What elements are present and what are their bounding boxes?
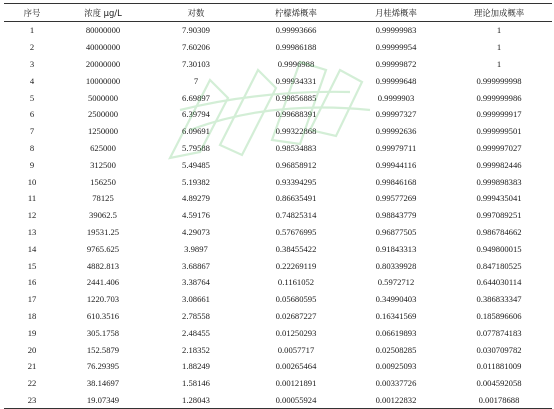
cell-index: 11 <box>27 193 37 204</box>
table-body <box>4 22 552 409</box>
cell-index: 14 <box>27 243 37 254</box>
cell-myrcene-probability: 0.5972712 <box>377 277 415 288</box>
cell-myrcene-probability: 0.9999903 <box>377 92 415 103</box>
cell-log: 4.59176 <box>182 210 210 221</box>
cell-index: 17 <box>27 294 37 305</box>
cell-limonene-probability: 0.0057717 <box>277 344 315 355</box>
cell-theoretical-probability: 0.999999986 <box>476 92 522 103</box>
table-row <box>4 308 552 325</box>
table-row <box>4 190 552 207</box>
cell-concentration: 19531.25 <box>86 226 120 237</box>
cell-concentration: 2500000 <box>87 109 119 120</box>
cell-myrcene-probability: 0.00122832 <box>346 392 446 409</box>
cell-theoretical-probability: 0.999435041 <box>476 193 522 204</box>
table-row <box>4 224 552 241</box>
cell-theoretical-probability: 1 <box>496 25 502 36</box>
cell-index: 8 <box>29 142 35 153</box>
cell-log: 4.89279 <box>182 193 210 204</box>
cell-limonene-probability: 0.99688391 <box>275 109 317 120</box>
cell-log: 3.38764 <box>182 277 210 288</box>
cell-myrcene-probability: 0.99997327 <box>375 109 417 120</box>
cell-index: 4 <box>29 75 35 86</box>
cell-limonene-probability: 0.00121891 <box>275 378 317 389</box>
cell-myrcene-probability: 0.99999872 <box>375 58 417 69</box>
cell-limonene-probability: 0.86635491 <box>275 193 317 204</box>
cell-concentration: 9765.625 <box>86 243 120 254</box>
cell-concentration: 19.07349 <box>60 392 146 409</box>
cell-index: 20 <box>27 344 37 355</box>
table-row <box>4 72 552 89</box>
cell-myrcene-probability: 0.99999648 <box>375 75 417 86</box>
table-row <box>4 173 552 190</box>
cell-theoretical-probability: 0.004592058 <box>476 378 522 389</box>
cell-theoretical-probability: 0.986784662 <box>476 226 522 237</box>
table-row <box>4 324 552 341</box>
cell-myrcene-probability: 0.99944116 <box>375 159 417 170</box>
cell-theoretical-probability: 0.011881009 <box>476 361 522 372</box>
cell-index: 5 <box>29 92 35 103</box>
cell-concentration: 305.1758 <box>86 327 120 338</box>
table-row <box>4 39 552 56</box>
cell-myrcene-probability: 0.02508285 <box>375 344 417 355</box>
header-theoretical-additive-probability: 理论加成概率 <box>446 4 552 22</box>
cell-index: 7 <box>29 126 35 137</box>
table-row <box>4 392 552 409</box>
cell-concentration: 312500 <box>90 159 116 170</box>
cell-limonene-probability: 0.99934331 <box>275 75 317 86</box>
cell-myrcene-probability: 0.96877505 <box>375 226 417 237</box>
cell-index: 19 <box>27 327 37 338</box>
cell-log: 1.88249 <box>182 361 210 372</box>
cell-concentration: 39062.5 <box>89 210 117 221</box>
cell-index: 2 <box>29 42 35 53</box>
cell-myrcene-probability: 0.99999983 <box>375 25 417 36</box>
cell-theoretical-probability: 0.999999501 <box>476 126 522 137</box>
cell-index: 1 <box>29 25 35 36</box>
cell-myrcene-probability: 0.99577269 <box>375 193 417 204</box>
cell-index: 6 <box>29 109 35 120</box>
cell-theoretical-probability: 0.999898383 <box>476 176 522 187</box>
cell-log: 5.49485 <box>182 159 210 170</box>
table-row <box>4 240 552 257</box>
header-index: 序号 <box>4 4 60 22</box>
cell-index: 3 <box>29 58 35 69</box>
cell-log: 7 <box>193 75 199 86</box>
cell-log: 1.58146 <box>182 378 210 389</box>
cell-myrcene-probability: 0.99979711 <box>375 142 417 153</box>
cell-concentration: 10000000 <box>85 75 121 86</box>
table-row <box>4 22 552 39</box>
cell-limonene-probability: 0.99322868 <box>275 126 317 137</box>
cell-log: 4.29073 <box>182 226 210 237</box>
cell-concentration: 40000000 <box>85 42 121 53</box>
cell-limonene-probability: 0.99856885 <box>275 92 317 103</box>
cell-concentration: 152.5879 <box>86 344 120 355</box>
cell-myrcene-probability: 0.91843313 <box>375 243 417 254</box>
table-row <box>4 341 552 358</box>
cell-log: 3.9897 <box>184 243 208 254</box>
cell-limonene-probability: 0.99986188 <box>275 42 317 53</box>
cell-theoretical-probability: 0.949800015 <box>476 243 522 254</box>
cell-log: 7.30103 <box>182 58 210 69</box>
cell-concentration: 1250000 <box>87 126 119 137</box>
table-row <box>4 274 552 291</box>
table-row <box>4 89 552 106</box>
cell-myrcene-probability: 0.00925093 <box>375 361 417 372</box>
cell-myrcene-probability: 0.06619893 <box>375 327 417 338</box>
cell-limonene-probability: 0.00055924 <box>246 392 346 409</box>
cell-limonene-probability: 0.01250293 <box>275 327 317 338</box>
cell-log: 6.39794 <box>182 109 210 120</box>
header-log: 对数 <box>146 4 246 22</box>
cell-limonene-probability: 0.9996988 <box>277 58 315 69</box>
table-row <box>4 207 552 224</box>
table-header-row <box>4 4 552 22</box>
cell-limonene-probability: 0.22269119 <box>275 260 317 271</box>
cell-myrcene-probability: 0.00337726 <box>375 378 417 389</box>
cell-concentration: 76.29395 <box>86 361 120 372</box>
cell-limonene-probability: 0.93394295 <box>275 176 317 187</box>
table-row <box>4 358 552 375</box>
probability-table <box>4 3 552 409</box>
cell-log: 1.28043 <box>146 392 246 409</box>
cell-theoretical-probability: 0.847180525 <box>476 260 522 271</box>
cell-theoretical-probability: 0.644030114 <box>476 277 522 288</box>
cell-concentration: 625000 <box>90 142 116 153</box>
cell-index: 22 <box>27 378 37 389</box>
cell-log: 3.68867 <box>182 260 210 271</box>
cell-theoretical-probability: 0.999997027 <box>476 142 522 153</box>
table-row <box>4 56 552 73</box>
cell-concentration: 4882.813 <box>86 260 120 271</box>
cell-limonene-probability: 0.1161052 <box>277 277 315 288</box>
cell-index: 13 <box>27 226 37 237</box>
cell-myrcene-probability: 0.80339928 <box>375 260 417 271</box>
cell-concentration: 610.3516 <box>86 310 120 321</box>
table-row <box>4 375 552 392</box>
header-concentration: 浓度 μg/L <box>60 4 146 22</box>
cell-limonene-probability: 0.38455422 <box>275 243 317 254</box>
cell-index: 23 <box>4 392 60 409</box>
cell-theoretical-probability: 0.077874183 <box>476 327 522 338</box>
cell-theoretical-probability: 0.997089251 <box>476 210 522 221</box>
cell-limonene-probability: 0.00265464 <box>275 361 317 372</box>
cell-index: 16 <box>27 277 37 288</box>
cell-theoretical-probability: 0.185896606 <box>476 310 522 321</box>
cell-limonene-probability: 0.96858912 <box>275 159 317 170</box>
cell-theoretical-probability: 0.030709782 <box>476 344 522 355</box>
cell-log: 2.48455 <box>182 327 210 338</box>
cell-theoretical-probability: 0.999999917 <box>476 109 522 120</box>
cell-log: 6.69897 <box>182 92 210 103</box>
table-row <box>4 106 552 123</box>
header-limonene-probability: 柠檬烯概率 <box>246 4 346 22</box>
cell-theoretical-probability: 0.00178688 <box>446 392 552 409</box>
cell-log: 3.08661 <box>182 294 210 305</box>
cell-myrcene-probability: 0.99992636 <box>375 126 417 137</box>
cell-theoretical-probability: 1 <box>496 42 502 53</box>
cell-log: 2.18352 <box>182 344 210 355</box>
cell-log: 5.19382 <box>182 176 210 187</box>
cell-concentration: 5000000 <box>87 92 119 103</box>
table-row <box>4 156 552 173</box>
cell-myrcene-probability: 0.34990403 <box>375 294 417 305</box>
cell-index: 12 <box>27 210 37 221</box>
cell-limonene-probability: 0.74825314 <box>275 210 317 221</box>
cell-myrcene-probability: 0.99999954 <box>375 42 417 53</box>
cell-log: 7.60206 <box>182 42 210 53</box>
cell-theoretical-probability: 0.386833347 <box>476 294 522 305</box>
table-row <box>4 140 552 157</box>
cell-log: 7.90309 <box>182 25 210 36</box>
cell-log: 5.79588 <box>182 142 210 153</box>
cell-theoretical-probability: 0.999999998 <box>476 75 522 86</box>
table-row <box>4 257 552 274</box>
cell-theoretical-probability: 1 <box>496 58 502 69</box>
cell-myrcene-probability: 0.16341569 <box>375 310 417 321</box>
cell-myrcene-probability: 0.99846168 <box>375 176 417 187</box>
header-myrcene-probability: 月桂烯概率 <box>346 4 446 22</box>
cell-concentration: 156250 <box>90 176 116 187</box>
cell-concentration: 80000000 <box>85 25 121 36</box>
cell-concentration: 78125 <box>92 193 114 204</box>
cell-index: 15 <box>27 260 37 271</box>
table-row <box>4 291 552 308</box>
cell-concentration: 1220.703 <box>86 294 120 305</box>
cell-index: 9 <box>29 159 35 170</box>
cell-concentration: 20000000 <box>85 58 121 69</box>
cell-index: 18 <box>27 310 37 321</box>
cell-log: 2.78558 <box>182 310 210 321</box>
cell-limonene-probability: 0.57676995 <box>275 226 317 237</box>
cell-limonene-probability: 0.99993666 <box>275 25 317 36</box>
cell-index: 10 <box>27 176 37 187</box>
cell-limonene-probability: 0.98534883 <box>275 142 317 153</box>
cell-index: 21 <box>27 361 37 372</box>
cell-myrcene-probability: 0.98843779 <box>375 210 417 221</box>
cell-concentration: 2441.406 <box>86 277 120 288</box>
cell-concentration: 38.14697 <box>86 378 120 389</box>
table-row <box>4 123 552 140</box>
cell-theoretical-probability: 0.999982446 <box>476 159 522 170</box>
cell-log: 6.09691 <box>182 126 210 137</box>
cell-limonene-probability: 0.05680595 <box>275 294 317 305</box>
cell-limonene-probability: 0.02687227 <box>275 310 317 321</box>
